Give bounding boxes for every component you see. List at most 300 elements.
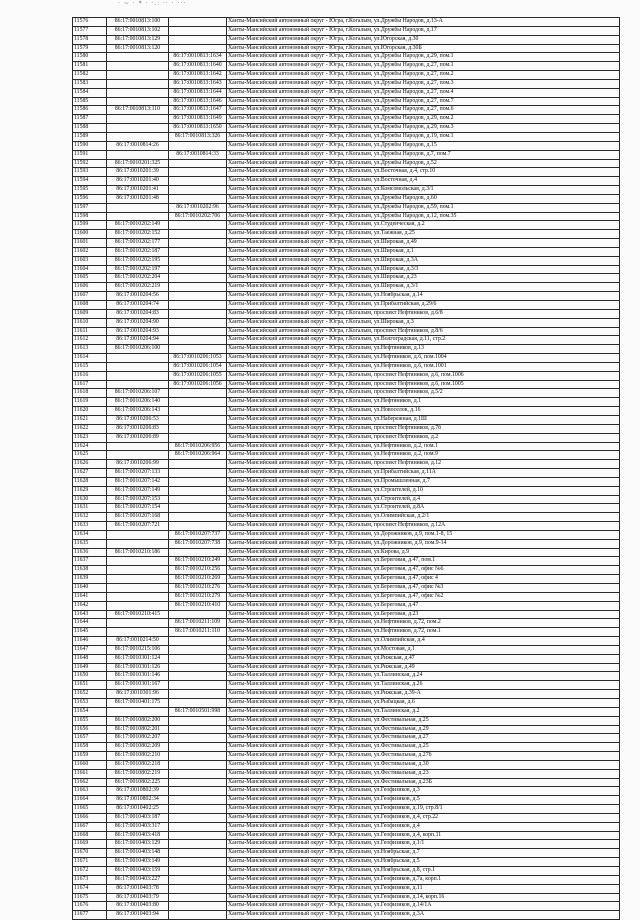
row-number: 11675 — [73, 893, 107, 902]
table-row — [73, 336, 620, 345]
land-cadastral-number: 86:17:0010202:195 — [107, 256, 169, 265]
row-number: 11607 — [73, 292, 107, 301]
land-cadastral-number: 86:17:0010802:207 — [107, 734, 169, 743]
land-cadastral-number: 86:17:0010206:83 — [107, 424, 169, 433]
row-number: 11585 — [73, 97, 107, 106]
land-cadastral-number: 86:17:0010215:106 — [107, 645, 169, 654]
table-row — [73, 44, 620, 53]
land-cadastral-number — [107, 619, 169, 628]
land-cadastral-number: 86:17:0010206:107 — [107, 389, 169, 398]
premises-cadastral-number: 86:17:0010813:1644 — [169, 88, 227, 97]
premises-cadastral-number — [169, 796, 227, 805]
row-number: 11664 — [73, 796, 107, 805]
land-cadastral-number — [107, 707, 169, 716]
premises-cadastral-number — [169, 822, 227, 831]
premises-cadastral-number: 86:17:0010206:964 — [169, 451, 227, 460]
land-cadastral-number: 86:17:0010813:120 — [107, 44, 169, 53]
row-number: 11605 — [73, 274, 107, 283]
address-cell: Ханты-Мансийский автономный округ - Югра, г.Когалым, проспект Нефтяников, д.12А — [227, 522, 620, 531]
land-cadastral-number: 86:17:0010210:415 — [107, 610, 169, 619]
row-number: 11660 — [73, 760, 107, 769]
premises-cadastral-number — [169, 867, 227, 876]
table-row — [73, 415, 620, 424]
row-number: 11595 — [73, 186, 107, 195]
land-cadastral-number — [107, 584, 169, 593]
address-cell: Ханты-Мансийский автономный округ - Югра, г.Когалым, ул.Югорская, д.30 — [227, 35, 620, 44]
premises-cadastral-number: 86:17:0010813:1646 — [169, 97, 227, 106]
table-row — [73, 115, 620, 124]
premises-cadastral-number — [169, 486, 227, 495]
address-cell: Ханты-Мансийский автономный округ - Югра, г.Когалым, ул.Рыбацкая, д.6 — [227, 698, 620, 707]
land-cadastral-number: 86:17:0010206:100 — [107, 345, 169, 354]
table-row — [73, 424, 620, 433]
premises-cadastral-number — [169, 884, 227, 893]
address-cell: Ханты-Мансийский автономный округ - Югра, г.Когалым, ул.Волгоградская, д.11, стр.2 — [227, 336, 620, 345]
address-cell: Ханты-Мансийский автономный округ - Югра, г.Когалым, ул.Фестивальная, д.27 — [227, 734, 620, 743]
row-number: 11661 — [73, 769, 107, 778]
table-row — [73, 530, 620, 539]
table-row — [73, 433, 620, 442]
row-number: 11615 — [73, 362, 107, 371]
table-row — [73, 504, 620, 513]
row-number: 11610 — [73, 318, 107, 327]
address-cell: Ханты-Мансийский автономный округ - Югра, г.Когалым, ул.Дружбы Народов, д.27, пом.3 — [227, 79, 620, 88]
table-row — [73, 628, 620, 637]
table-row — [73, 690, 620, 699]
address-cell: Ханты-Мансийский автономный округ - Югра, г.Когалым, ул.Промышленная, д.7 — [227, 477, 620, 486]
premises-cadastral-number — [169, 769, 227, 778]
row-number: 11583 — [73, 79, 107, 88]
premises-cadastral-number — [169, 787, 227, 796]
land-cadastral-number — [107, 150, 169, 159]
table-row — [73, 707, 620, 716]
registry-rows — [73, 18, 620, 920]
address-cell: Ханты-Мансийский автономный округ - Югра, г.Когалым, проспект Нефтяников, д.12 — [227, 460, 620, 469]
table-row — [73, 539, 620, 548]
land-cadastral-number: 86:17:0010206:53 — [107, 415, 169, 424]
address-cell: Ханты-Мансийский автономный округ - Югра, г.Когалым, ул.Кирова, д.9 — [227, 548, 620, 557]
land-cadastral-number: 86:17:0010207:168 — [107, 513, 169, 522]
row-number: 11625 — [73, 451, 107, 460]
address-cell: Ханты-Мансийский автономный округ - Югра, г.Когалым, ул.Нефтяников, д.2, пом.1 — [227, 442, 620, 451]
premises-cadastral-number — [169, 725, 227, 734]
address-cell: Ханты-Мансийский автономный округ - Югра, г.Когалым, ул.Нефтяников, д.6, пом.1001 — [227, 362, 620, 371]
land-cadastral-number: 86:17:0010403:129 — [107, 840, 169, 849]
table-row — [73, 584, 620, 593]
address-cell: Ханты-Мансийский автономный округ - Югра, г.Когалым, проспект Нефтяников, д.6/8 — [227, 309, 620, 318]
table-row — [73, 902, 620, 911]
address-cell: Ханты-Мансийский автономный округ - Югра, г.Когалым, проспект Нефтяников, д.5/2 — [227, 389, 620, 398]
address-cell: Ханты-Мансийский автономный округ - Югра, г.Когалым, ул.Дружбы Народов, д.17 — [227, 26, 620, 35]
row-number: 11648 — [73, 654, 107, 663]
row-number: 11588 — [73, 124, 107, 133]
address-cell: Ханты-Мансийский автономный округ - Югра, г.Когалым, ул.Широкая, д.23 — [227, 274, 620, 283]
row-number: 11599 — [73, 221, 107, 230]
registry-table — [72, 17, 620, 920]
premises-cadastral-number: 86:17:0010813:1650 — [169, 124, 227, 133]
land-cadastral-number — [107, 88, 169, 97]
table-row — [73, 681, 620, 690]
table-row — [73, 840, 620, 849]
address-cell: Ханты-Мансийский автономный округ - Югра, г.Когалым, ул.Широкая, д.3А — [227, 256, 620, 265]
table-row — [73, 813, 620, 822]
address-cell: Ханты-Мансийский автономный округ - Югра, г.Когалым, ул.Геофизиков, д.14/1А — [227, 902, 620, 911]
row-number: 11620 — [73, 407, 107, 416]
land-cadastral-number — [107, 380, 169, 389]
address-cell: Ханты-Мансийский автономный округ - Югра, г.Когалым, ул.Береговая, д.47 — [227, 601, 620, 610]
address-cell: Ханты-Мансийский автономный округ - Югра, г.Когалым, ул.Береговая, д.47, пом.1 — [227, 557, 620, 566]
land-cadastral-number: 86:17:0010204:83 — [107, 309, 169, 318]
address-cell: Ханты-Мансийский автономный округ - Югра, г.Когалым, ул.Дружбы Народов, д.27, пом.6 — [227, 106, 620, 115]
address-cell: Ханты-Мансийский автономный округ - Югра, г.Когалым, ул.Геофизиков, д.5 — [227, 796, 620, 805]
premises-cadastral-number — [169, 194, 227, 203]
row-number: 11641 — [73, 592, 107, 601]
table-row — [73, 106, 620, 115]
table-row — [73, 194, 620, 203]
premises-cadastral-number — [169, 875, 227, 884]
land-cadastral-number — [107, 539, 169, 548]
address-cell: Ханты-Мансийский автономный округ - Югра, г.Когалым, ул.Геофизиков, д.4, стр.22 — [227, 813, 620, 822]
table-row — [73, 292, 620, 301]
table-row — [73, 327, 620, 336]
address-cell: Ханты-Мансийский автономный округ - Югра, г.Когалым, ул.Широкая, д.49 — [227, 239, 620, 248]
address-cell: Ханты-Мансийский автономный округ - Югра, г.Когалым, ул.Широкая, д.1 — [227, 247, 620, 256]
land-cadastral-number — [107, 97, 169, 106]
land-cadastral-number — [107, 362, 169, 371]
land-cadastral-number: 86:17:0010813:129 — [107, 35, 169, 44]
row-number: 11589 — [73, 132, 107, 141]
land-cadastral-number: 86:17:0010403:227 — [107, 875, 169, 884]
table-row — [73, 592, 620, 601]
address-cell: Ханты-Мансийский автономный округ - Югра, г.Когалым, ул.Фестивальная, д.23Б — [227, 778, 620, 787]
row-number: 11635 — [73, 539, 107, 548]
land-cadastral-number: 86:17:0010207:153 — [107, 495, 169, 504]
table-row — [73, 345, 620, 354]
address-cell: Ханты-Мансийский автономный округ - Югра, г.Когалым, проспект Нефтяников, д.7б — [227, 424, 620, 433]
premises-cadastral-number — [169, 239, 227, 248]
row-number: 11673 — [73, 875, 107, 884]
address-cell: Ханты-Мансийский автономный округ - Югра, г.Когалым, ул.Дружбы Народов, д.13-А — [227, 18, 620, 27]
land-cadastral-number: 86:17:0010202:204 — [107, 274, 169, 283]
address-cell: Ханты-Мансийский автономный округ - Югра, г.Когалым, ул.Прибалтийская, д.11А — [227, 469, 620, 478]
premises-cadastral-number — [169, 44, 227, 53]
table-row — [73, 239, 620, 248]
table-row — [73, 610, 620, 619]
table-row — [73, 769, 620, 778]
address-cell: Ханты-Мансийский автономный округ - Югра, г.Когалым, ул.Широкая, д.3 — [227, 318, 620, 327]
premises-cadastral-number: 86:17:0010813:1634 — [169, 53, 227, 62]
land-cadastral-number: 86:17:0010403:148 — [107, 849, 169, 858]
land-cadastral-number: 86:17:0010301:126 — [107, 663, 169, 672]
address-cell: Ханты-Мансийский автономный округ - Югра, г.Когалым, ул.Геофизиков, д.4, корп.11 — [227, 831, 620, 840]
address-cell: Ханты-Мансийский автономный округ - Югра, г.Когалым, ул.Нефтяников, д.6, пом.1004 — [227, 354, 620, 363]
row-number: 11643 — [73, 610, 107, 619]
premises-cadastral-number — [169, 858, 227, 867]
table-row — [73, 760, 620, 769]
premises-cadastral-number — [169, 716, 227, 725]
land-cadastral-number: 86:17:0010202:177 — [107, 239, 169, 248]
land-cadastral-number: 86:17:0010214:50 — [107, 637, 169, 646]
land-cadastral-number — [107, 212, 169, 221]
row-number: 11631 — [73, 504, 107, 513]
land-cadastral-number: 86:17:0010301:146 — [107, 672, 169, 681]
premises-cadastral-number — [169, 433, 227, 442]
premises-cadastral-number: 86:17:0010207:738 — [169, 539, 227, 548]
table-row — [73, 469, 620, 478]
row-number: 11621 — [73, 415, 107, 424]
premises-cadastral-number — [169, 274, 227, 283]
table-row — [73, 79, 620, 88]
row-number: 11576 — [73, 18, 107, 27]
row-number: 11608 — [73, 301, 107, 310]
premises-cadastral-number — [169, 504, 227, 513]
address-cell: Ханты-Мансийский автономный округ - Югра, г.Когалым, ул.Дружбы Народов, д.29, пом.1 — [227, 53, 620, 62]
land-cadastral-number: 86:17:0010802:218 — [107, 760, 169, 769]
row-number: 11613 — [73, 345, 107, 354]
address-cell: Ханты-Мансийский автономный округ - Югра, г.Когалым, ул.Фестивальная, д.23 — [227, 769, 620, 778]
premises-cadastral-number — [169, 760, 227, 769]
premises-cadastral-number — [169, 389, 227, 398]
table-row — [73, 35, 620, 44]
row-number: 11637 — [73, 557, 107, 566]
land-cadastral-number — [107, 451, 169, 460]
table-row — [73, 734, 620, 743]
address-cell: Ханты-Мансийский автономный округ - Югра, г.Когалым, ул.Береговая, д.47, офис №3 — [227, 584, 620, 593]
table-row — [73, 867, 620, 876]
row-number: 11584 — [73, 88, 107, 97]
table-row — [73, 132, 620, 141]
premises-cadastral-number — [169, 849, 227, 858]
address-cell: Ханты-Мансийский автономный округ - Югра, г.Когалым, ул.Строителей, д.10 — [227, 486, 620, 495]
address-cell: Ханты-Мансийский автономный округ - Югра, г.Когалым, ул.Дружбы Народов, д.27, пом.1 — [227, 62, 620, 71]
table-row — [73, 672, 620, 681]
row-number: 11580 — [73, 53, 107, 62]
premises-cadastral-number — [169, 513, 227, 522]
land-cadastral-number: 86:17:0010207:142 — [107, 477, 169, 486]
premises-cadastral-number — [169, 398, 227, 407]
table-row — [73, 513, 620, 522]
row-number: 11606 — [73, 283, 107, 292]
premises-cadastral-number — [169, 840, 227, 849]
address-cell: Ханты-Мансийский автономный округ - Югра, г.Когалым, ул.Фестивальная, д.30 — [227, 760, 620, 769]
row-number: 11638 — [73, 566, 107, 575]
address-cell: Ханты-Мансийский автономный округ - Югра, г.Когалым, ул.Дорожников, д.9, пом.9-14 — [227, 539, 620, 548]
premises-cadastral-number — [169, 283, 227, 292]
row-number: 11586 — [73, 106, 107, 115]
row-number: 11677 — [73, 911, 107, 920]
premises-cadastral-number — [169, 681, 227, 690]
premises-cadastral-number — [169, 327, 227, 336]
row-number: 11651 — [73, 681, 107, 690]
table-row — [73, 548, 620, 557]
land-cadastral-number: 86:17:0010206:140 — [107, 398, 169, 407]
row-number: 11629 — [73, 486, 107, 495]
premises-cadastral-number: 86:17:0010210:279 — [169, 592, 227, 601]
table-row — [73, 654, 620, 663]
table-row — [73, 875, 620, 884]
table-row — [73, 274, 620, 283]
premises-cadastral-number: 86:17:0010211:109 — [169, 619, 227, 628]
premises-cadastral-number: 86:17:0010813:1640 — [169, 62, 227, 71]
premises-cadastral-number — [169, 495, 227, 504]
row-number: 11592 — [73, 159, 107, 168]
row-number: 11659 — [73, 752, 107, 761]
address-cell: Ханты-Мансийский автономный округ - Югра, г.Когалым, ул.Комсомольская, д.3/1 — [227, 186, 620, 195]
table-row — [73, 778, 620, 787]
row-number: 11600 — [73, 230, 107, 239]
row-number: 11587 — [73, 115, 107, 124]
row-number: 11645 — [73, 628, 107, 637]
row-number: 11581 — [73, 62, 107, 71]
address-cell: Ханты-Мансийский автономный округ - Югра, г.Когалым, ул.Дружбы Народов, д.27, пом.7 — [227, 97, 620, 106]
table-row — [73, 71, 620, 80]
premises-cadastral-number — [169, 35, 227, 44]
table-row — [73, 247, 620, 256]
land-cadastral-number: 86:17:0010802:225 — [107, 778, 169, 787]
land-cadastral-number: 86:17:0010401:175 — [107, 698, 169, 707]
row-number: 11670 — [73, 849, 107, 858]
table-row — [73, 698, 620, 707]
address-cell: Ханты-Мансийский автономный округ - Югра, г.Когалым, ул.Нефтяников, д.72, пом.1 — [227, 628, 620, 637]
address-cell: Ханты-Мансийский автономный округ - Югра, г.Когалым, ул.Геофизиков, д.3 — [227, 787, 620, 796]
land-cadastral-number: 86:17:0010402:25 — [107, 805, 169, 814]
land-cadastral-number: 86:17:0010301:96 — [107, 690, 169, 699]
address-cell: Ханты-Мансийский автономный округ - Югра, г.Когалым, ул.Нефтяников, д.2, пом.9 — [227, 451, 620, 460]
land-cadastral-number: 86:17:0010802:34 — [107, 796, 169, 805]
land-cadastral-number — [107, 592, 169, 601]
land-cadastral-number: 86:17:0010206:89 — [107, 433, 169, 442]
row-number: 11604 — [73, 265, 107, 274]
row-number: 11647 — [73, 645, 107, 654]
premises-cadastral-number — [169, 460, 227, 469]
address-cell: Ханты-Мансийский автономный округ - Югра, г.Когалым, ул.Дружбы Народов, д.59, пом.1 — [227, 203, 620, 212]
address-cell: Ханты-Мансийский автономный округ - Югра, г.Когалым, ул.Дружбы Народов, д.27, пом.2 — [227, 71, 620, 80]
row-number: 11617 — [73, 380, 107, 389]
premises-cadastral-number — [169, 26, 227, 35]
address-cell: Ханты-Мансийский автономный округ - Югра, г.Когалым, ул.Дружбы Народов, д.52 — [227, 159, 620, 168]
row-number: 11596 — [73, 194, 107, 203]
table-row — [73, 371, 620, 380]
row-number: 11650 — [73, 672, 107, 681]
land-cadastral-number: 86:17:0010202:197 — [107, 265, 169, 274]
row-number: 11665 — [73, 805, 107, 814]
row-number: 11612 — [73, 336, 107, 345]
land-cadastral-number — [107, 53, 169, 62]
row-number: 11674 — [73, 884, 107, 893]
land-cadastral-number: 86:17:0010813:100 — [107, 18, 169, 27]
premises-cadastral-number — [169, 902, 227, 911]
premises-cadastral-number — [169, 407, 227, 416]
address-cell: Ханты-Мансийский автономный округ - Югра, г.Когалым, ул.Ноябрьская, д.14 — [227, 292, 620, 301]
land-cadastral-number: 86:17:0010201:39 — [107, 168, 169, 177]
land-cadastral-number: 86:17:0010802:201 — [107, 725, 169, 734]
premises-cadastral-number — [169, 309, 227, 318]
premises-cadastral-number — [169, 469, 227, 478]
table-row — [73, 451, 620, 460]
row-number: 11577 — [73, 26, 107, 35]
land-cadastral-number — [107, 71, 169, 80]
row-number: 11666 — [73, 813, 107, 822]
address-cell: Ханты-Мансийский автономный округ - Югра, г.Когалым, ул.Геофизиков, д.11 — [227, 884, 620, 893]
premises-cadastral-number: 86:17:0010210:269 — [169, 575, 227, 584]
land-cadastral-number — [107, 575, 169, 584]
land-cadastral-number — [107, 132, 169, 141]
land-cadastral-number: 86:17:0010207:154 — [107, 504, 169, 513]
premises-cadastral-number — [169, 256, 227, 265]
address-cell: Ханты-Мансийский автономный округ - Югра, г.Когалым, ул.Дружбы Народов, д.15 — [227, 141, 620, 150]
table-row — [73, 389, 620, 398]
premises-cadastral-number — [169, 301, 227, 310]
address-cell: Ханты-Мансийский автономный округ - Югра, г.Когалым, ул.Геофизиков, д.1/1 — [227, 840, 620, 849]
row-number: 11594 — [73, 177, 107, 186]
row-number: 11671 — [73, 858, 107, 867]
address-cell: Ханты-Мансийский автономный округ - Югра, г.Когалым, ул.Олимпийская, д.2/1 — [227, 513, 620, 522]
premises-cadastral-number — [169, 778, 227, 787]
land-cadastral-number: 86:17:0010204:56 — [107, 292, 169, 301]
land-cadastral-number: 86:17:0010802:219 — [107, 769, 169, 778]
table-row — [73, 265, 620, 274]
row-number: 11614 — [73, 354, 107, 363]
table-row — [73, 150, 620, 159]
address-cell: Ханты-Мансийский автономный округ - Югра, г.Когалым, ул.Югорская, д.30Б — [227, 44, 620, 53]
address-cell: Ханты-Мансийский автономный округ - Югра, г.Когалым, ул.Широкая, д.3/1 — [227, 283, 620, 292]
row-number: 11658 — [73, 743, 107, 752]
premises-cadastral-number: 86:17:0010813:1642 — [169, 71, 227, 80]
table-row — [73, 26, 620, 35]
land-cadastral-number — [107, 62, 169, 71]
premises-cadastral-number: 86:17:0010813:1649 — [169, 115, 227, 124]
table-row — [73, 97, 620, 106]
land-cadastral-number: 86:17:0010206:99 — [107, 460, 169, 469]
table-row — [73, 283, 620, 292]
premises-cadastral-number — [169, 318, 227, 327]
table-row — [73, 522, 620, 531]
table-row — [73, 88, 620, 97]
premises-cadastral-number — [169, 637, 227, 646]
land-cadastral-number: 86:17:0010802:39 — [107, 787, 169, 796]
address-cell: Ханты-Мансийский автономный округ - Югра, г.Когалым, проспект Нефтяников, д.6, пом.1005 — [227, 380, 620, 389]
premises-cadastral-number — [169, 292, 227, 301]
land-cadastral-number: 86:17:0010403:149 — [107, 858, 169, 867]
table-row — [73, 168, 620, 177]
row-number: 11633 — [73, 522, 107, 531]
land-cadastral-number: 86:17:0010201:40 — [107, 177, 169, 186]
row-number: 11609 — [73, 309, 107, 318]
premises-cadastral-number: 86:17:0010813:326 — [169, 132, 227, 141]
address-cell: Ханты-Мансийский автономный округ - Югра, г.Когалым, проспект Нефтяников, д.8/6 — [227, 327, 620, 336]
premises-cadastral-number — [169, 477, 227, 486]
row-number: 11653 — [73, 698, 107, 707]
row-number: 11657 — [73, 734, 107, 743]
address-cell: Ханты-Мансийский автономный округ - Югра, г.Когалым, ул.Береговая, д.47, офис №2 — [227, 592, 620, 601]
table-row — [73, 495, 620, 504]
scan-artifact: · ~ · * · ·.: ·· · ··· — [118, 0, 187, 7]
address-cell: Ханты-Мансийский автономный округ - Югра, г.Когалым, ул.Таллинская, д.24 — [227, 672, 620, 681]
address-cell: Ханты-Мансийский автономный округ - Югра, г.Когалым, ул.Фестивальная, д.25 — [227, 716, 620, 725]
row-number: 11636 — [73, 548, 107, 557]
table-row — [73, 398, 620, 407]
land-cadastral-number: 86:17:0010206:143 — [107, 407, 169, 416]
row-number: 11582 — [73, 71, 107, 80]
table-row — [73, 186, 620, 195]
land-cadastral-number: 86:17:0010204:94 — [107, 336, 169, 345]
address-cell: Ханты-Мансийский автономный округ - Югра, г.Когалым, ул.Олимпийская, д.4 — [227, 637, 620, 646]
land-cadastral-number: 86:17:0010403:187 — [107, 813, 169, 822]
land-cadastral-number: 86:17:0010802:200 — [107, 716, 169, 725]
premises-cadastral-number — [169, 893, 227, 902]
land-cadastral-number: 86:17:0010204:90 — [107, 318, 169, 327]
table-row — [73, 442, 620, 451]
